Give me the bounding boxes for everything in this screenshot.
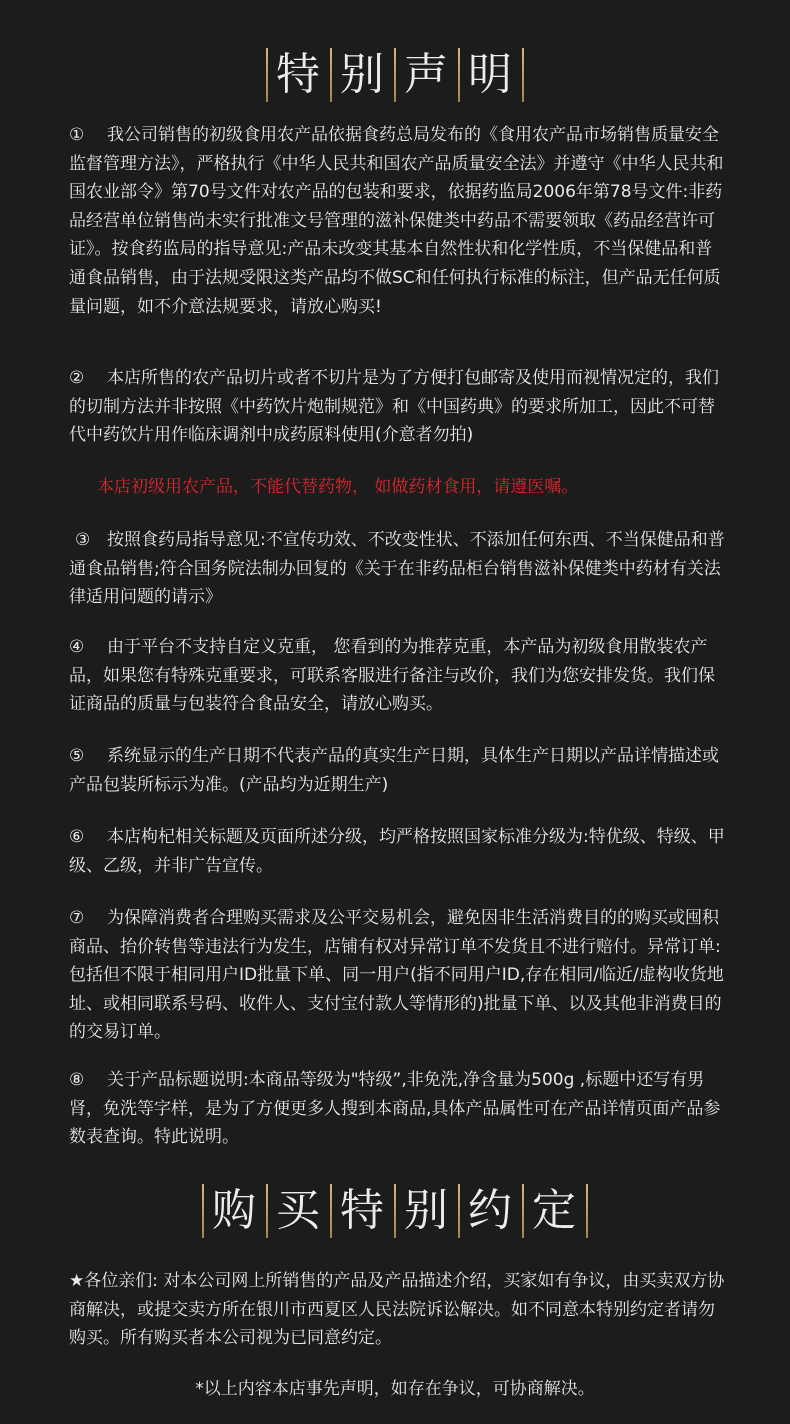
section-title-declaration xyxy=(0,48,790,102)
clause-text: 关于产品标题说明:本商品等级为"特级”,非免洗,净含量为500g ,标题中还写有男肾，免洗等字样，是为了方便更多人搜到本商品,具体产品属性可在产品详情页面产品参数表查询。特此说明。 xyxy=(69,1070,721,1148)
title-char: 特 xyxy=(340,1185,386,1236)
clause-text: 按照食药局指导意见:不宣传功效、不改变性状、不添加任何东西、不当保健品和普通食品销售;符合国务院法制办回复的《关于在非药品柜台销售滋补保健类中药材有关法律适用问题的请示》 xyxy=(69,530,725,608)
title-char: 别 xyxy=(404,1185,450,1236)
title-divider xyxy=(458,1184,460,1238)
clause-3 xyxy=(69,526,729,612)
clause-4 xyxy=(69,633,729,719)
red-notice: 本店初级用农产品，不能代替药物， 如做药材食用，请遵医嘱。 xyxy=(97,477,579,497)
title-char: 明 xyxy=(468,49,514,100)
clause-text: 由于平台不支持自定义克重， 您看到的为推荐克重，本产品为初级食用散装农产品，如果您有特殊克重要求，可联系客服进行备注与改价，我们为您安排发货。我们保证商品的质量与包装符合食品安全，请放心购买。 xyxy=(69,637,715,715)
title-divider xyxy=(266,48,268,102)
clause-text: 本店枸杞相关标题及页面所述分级，均严格按照国家标准分级为:特优级、特级、甲级、乙级，并非广告宣传。 xyxy=(69,827,725,876)
clause-marker: ② xyxy=(69,368,85,388)
title-divider xyxy=(330,48,332,102)
clause-marker: ⑥ xyxy=(69,827,85,847)
clause-5 xyxy=(69,742,729,799)
clause-8 xyxy=(69,1066,729,1152)
title-divider xyxy=(394,1184,396,1238)
clause-text: 本店所售的农产品切片或者不切片是为了方便打包邮寄及使用而视情况定的，我们的切制方法并非按照《中药饮片炮制规范》和《中国药典》的要求所加工，因此不可替代中药饮片用作临床调剂中成药原料使用(介意者勿拍) xyxy=(69,368,719,446)
title-divider xyxy=(330,1184,332,1238)
clause-marker: ④ xyxy=(69,637,85,657)
clause-marker: ③ xyxy=(75,530,91,550)
title-char: 别 xyxy=(340,49,386,100)
section-title-agreement xyxy=(0,1184,790,1238)
title-divider xyxy=(586,1184,588,1238)
title-char: 购 xyxy=(212,1185,258,1236)
title-char: 声 xyxy=(404,49,450,100)
title-divider xyxy=(394,48,396,102)
agreement-paragraph: ★各位亲们: 对本公司网上所销售的产品及产品描述介绍，买家如有争议，由买卖双方协商解决，或提交卖方所在银川市西夏区人民法院诉讼解决。如不同意本特别约定者请勿购买。所有购买者本公司视为已同意约定。 xyxy=(69,1271,725,1349)
clause-1 xyxy=(69,121,729,321)
title-divider xyxy=(202,1184,204,1238)
title-divider xyxy=(522,1184,524,1238)
title-divider xyxy=(458,48,460,102)
clause-text: 为保障消费者合理购买需求及公平交易机会，避免因非生活消费目的的购买或囤积商品、抬价转售等违法行为发生，店铺有权对异常订单不发货且不进行赔付。异常订单: 包括但不限于相同用户ID批量下单、同一用户(指不同用户ID,存在相同/临近/虚构收货地址、或相同联系号码、收件人、支付宝付款人等情形的)批量下单、以及其他非消费目的的交易订单。 xyxy=(69,908,724,1043)
clause-marker: ① xyxy=(69,125,85,145)
clause-marker: ⑦ xyxy=(69,908,85,928)
footer-note: *以上内容本店事先声明，如存在争议，可协商解决。 xyxy=(195,1379,595,1399)
title-char: 定 xyxy=(532,1185,578,1236)
clause-marker: ⑧ xyxy=(69,1070,85,1090)
clause-text: 系统显示的生产日期不代表产品的真实生产日期，具体生产日期以产品详情描述或产品包装所标示为准。(产品均为近期生产) xyxy=(69,746,719,795)
clause-7 xyxy=(69,904,729,1047)
clause-marker: ⑤ xyxy=(69,746,85,766)
title-char: 买 xyxy=(276,1185,322,1236)
clause-2 xyxy=(69,364,729,450)
clause-text: 我公司销售的初级食用农产品依据食药总局发布的《食用农产品市场销售质量安全监督管理方法》，严格执行《中华人民共和国农产品质量安全法》并遵守《中华人民共和国农业部令》第70号文件对农产品的包装和要求，依据药监局2006年第78号文件:非药品经营单位销售尚未实行批准文号管理的滋补保健类中药品不需要领取《药品经营许可证》。按食药监局的指导意见:产品未改变其基本自然性状和化学性质，不当保健品和普通食品销售，由于法规受限这类产品均不做SC和任何执行标准的标注，但产品无任何质量问题，如不介意法规要求，请放心购买! xyxy=(69,125,724,317)
title-divider xyxy=(522,48,524,102)
clause-6 xyxy=(69,823,729,880)
title-char: 约 xyxy=(468,1185,514,1236)
title-char: 特 xyxy=(276,49,322,100)
title-divider xyxy=(266,1184,268,1238)
